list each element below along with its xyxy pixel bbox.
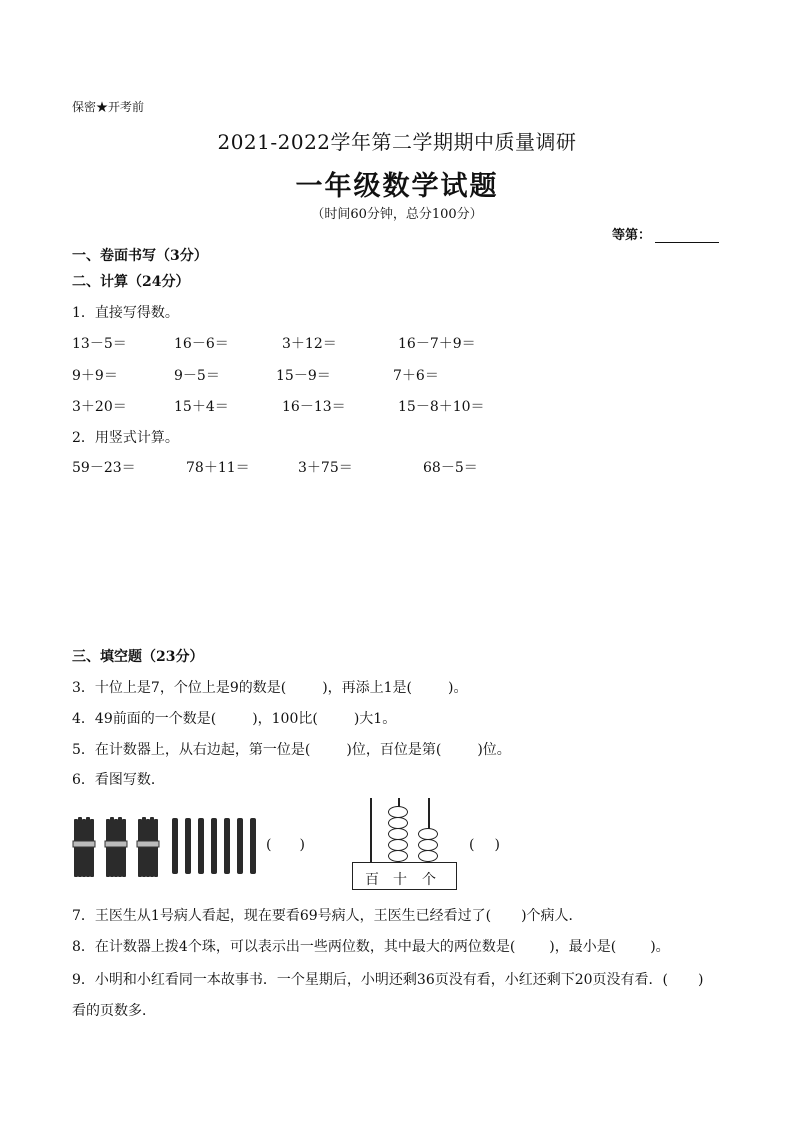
question5 [72,739,511,759]
single-stick-icon [185,818,191,874]
q5-text-c: )位。 [477,742,511,758]
q8-text-c: )。 [650,939,670,955]
calc-item: 16－13＝ [282,399,346,415]
paren-left: ( [266,837,272,853]
bundle-of-ten-icon [72,815,168,879]
exam-time-info: （时间60分钟，总分100分） [311,207,483,222]
abacus-bead-icon [388,850,408,862]
question9-continued: 看的页数多． [72,1003,156,1019]
abacus-label-tens: 十 [393,872,407,888]
calc-item: 13－5＝ [72,336,127,352]
q8-text-a: 8．在计数器上拨4个珠，可以表示出一些两位数，其中最大的两位数是( [72,939,516,955]
q8-text-b: )，最小是( [549,939,617,955]
question8 [72,936,670,956]
question2-label: 2．用竖式计算。 [72,430,179,446]
question1-label: 1．直接写得数。 [72,305,179,321]
question6-label: 6．看图写数． [72,772,165,788]
calc-item: 15－9＝ [276,368,331,384]
calc-item: 7＋6＝ [393,368,439,384]
question9 [72,969,703,989]
grade-field [612,224,719,243]
single-stick-icon [172,818,178,874]
section2-title: 二、计算（24分） [72,274,190,290]
calc-item: 16－7＋9＝ [398,336,476,352]
confidential-note: 保密★开考前 [72,100,145,114]
q3-text-c: )。 [448,680,468,696]
paren-right: ) [299,837,305,853]
abacus-rod-hundreds [370,798,372,862]
abacus-label-hundreds: 百 [365,872,379,888]
q5-text-a: 5．在计数器上，从右边起，第一位是( [72,742,311,758]
vertical-calc-item: 68－5＝ [423,460,478,476]
abacus-label-ones: 个 [422,872,436,888]
calc-item: 9＋9＝ [72,368,118,384]
paren-left: ( [469,837,475,853]
vertical-calc-item: 78＋11＝ [186,460,250,476]
q4-text-b: )，100比( [252,711,318,727]
answer-blank-sticks [266,837,305,853]
vertical-calc-item: 3＋75＝ [298,460,353,476]
answer-blank-abacus [469,837,500,853]
vertical-calc-item: 59－23＝ [72,460,136,476]
abacus-bead-icon [418,850,438,862]
q3-text-a: 3．十位上是7，个位上是9的数是( [72,680,287,696]
calc-item: 3＋12＝ [282,336,337,352]
section3-title: 三、填空题（23分） [72,649,204,665]
section1-title: 一、卷面书写（3分） [72,248,208,264]
q9-text-a: 9．小明和小红看同一本故事书．一个星期后，小明还剩36页没有看，小红还剩下20页没有看．( [72,972,668,988]
exam-subject-title: 一年级数学试题 [295,171,499,202]
question7 [72,905,583,925]
q7-text-b: )个病人． [521,908,583,924]
single-stick-icon [250,818,256,874]
single-stick-icon [198,818,204,874]
paren-right: ) [494,837,500,853]
q3-text-b: )，再添上1是( [322,680,413,696]
q4-text-c: )大1。 [353,711,397,727]
single-stick-icon [211,818,217,874]
abacus-base [352,862,457,890]
single-stick-icon [224,818,230,874]
grade-blank-line [655,230,719,243]
calc-item: 15＋4＝ [174,399,229,415]
calc-item: 15－8＋10＝ [398,399,485,415]
exam-title: 2021-2022学年第二学期期中质量调研 [217,130,577,154]
q5-text-b: )位，百位是第( [346,742,442,758]
single-stick-icon [237,818,243,874]
question4 [72,708,396,728]
calc-item: 3＋20＝ [72,399,127,415]
q9-text-b: ) [698,972,704,988]
question3 [72,677,468,697]
calc-item: 16－6＝ [174,336,229,352]
q7-text-a: 7．王医生从1号病人看起，现在要看69号病人，王医生已经看过了( [72,908,492,924]
grade-label: 等第： [612,228,652,243]
calc-item: 9－5＝ [174,368,220,384]
q4-text-a: 4．49前面的一个数是( [72,711,217,727]
